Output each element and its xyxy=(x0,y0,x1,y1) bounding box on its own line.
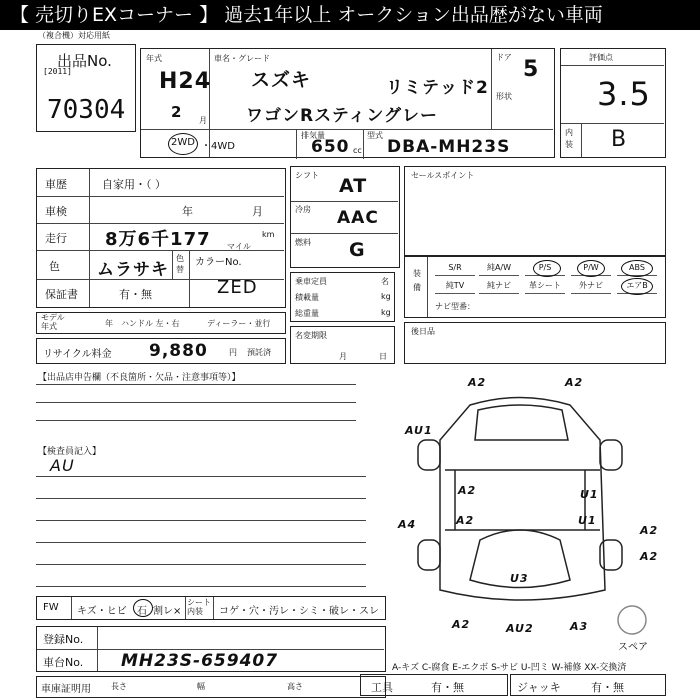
inspection-year: 年 xyxy=(182,205,193,218)
sales-label: セールスポイント xyxy=(411,171,475,180)
displacement-value: 650 xyxy=(311,137,350,157)
damage-mark-u1-door-right: U1 xyxy=(580,488,599,501)
displacement-label: 排気量 xyxy=(301,131,325,140)
page-banner: 【 売切りEXコーナー 】 過去1年以上 オークション出品歴がない車両 xyxy=(0,0,700,30)
navi-model-label: ナビ型番： xyxy=(435,302,475,311)
history-value: 自家用・（ ） xyxy=(102,178,166,191)
cert-length: 長さ xyxy=(111,682,127,691)
fw-text3: コゲ・穴・汚レ・シミ・破レ・スレ xyxy=(219,606,379,617)
recycle-value: 9,880 xyxy=(149,341,208,361)
name-change-day: 日 xyxy=(379,352,387,361)
recycle-unit: 円 xyxy=(229,348,237,357)
name-label: 車名・グレード xyxy=(214,54,270,63)
damage-mark-au2: AU2 xyxy=(506,622,534,635)
color-value: ムラサキ xyxy=(97,260,169,280)
mileage-label: 走行 xyxy=(45,232,67,245)
fw-row xyxy=(36,596,386,620)
registration-label: 登録No. xyxy=(43,633,84,646)
score-label: 評価点 xyxy=(589,53,613,62)
fuel-label: 燃料 xyxy=(295,238,311,247)
dealer-value: ディーラー・並行 xyxy=(207,319,271,328)
fuel-value: G xyxy=(349,239,366,261)
gross-label: 総重量 xyxy=(295,309,319,318)
cert-width: 幅 xyxy=(197,682,205,691)
equip-leather: 革シート xyxy=(525,279,565,294)
shift-label: シフト xyxy=(295,171,319,180)
name-change-label: 名変期限 xyxy=(295,331,327,340)
load-label: 積載量 xyxy=(295,293,319,302)
inspector-label: 【検査員記入】 xyxy=(38,447,102,457)
cert-height: 高さ xyxy=(287,682,303,691)
doors-label: ドア xyxy=(496,53,512,62)
seats-label: 乗車定員 xyxy=(295,277,327,286)
tools-box xyxy=(360,674,508,696)
fw-text1: キズ・ヒビ xyxy=(77,606,127,617)
model-year-label: モデル年式 xyxy=(41,313,65,331)
shape-label: 形状 xyxy=(496,92,512,101)
equip-ps: P/S xyxy=(525,261,565,276)
damage-mark-a2-front-left: A2 xyxy=(468,376,487,389)
garage-cert-row xyxy=(36,676,386,698)
mileage-unit: マイル xyxy=(227,242,251,251)
drive-2wd: 2WD xyxy=(171,137,195,148)
equip-tv: 純TV xyxy=(435,279,475,294)
report-label: 【出品店申告欄（不良箇所・欠品・注意事項等）】 xyxy=(38,373,241,383)
type-label: 型式 xyxy=(367,131,383,140)
maker-name: スズキ xyxy=(251,69,312,91)
mileage-value: 8万6千177 xyxy=(105,229,211,250)
model-year: H24 xyxy=(159,69,212,94)
remarks-label: 後日品 xyxy=(411,327,435,336)
color-change: 色替 xyxy=(176,254,184,274)
equipment-label: 装備 xyxy=(413,269,421,292)
damage-mark-a2-right: A2 xyxy=(640,524,659,537)
damage-mark-a2-front-right: A2 xyxy=(565,376,584,389)
year-stamp: [2011] xyxy=(43,67,72,76)
seats-unit: 名 xyxy=(381,277,389,286)
spare-label: スペア xyxy=(618,642,648,653)
ac-label: 冷房 xyxy=(295,205,311,214)
chassis-number: MH23S-659407 xyxy=(121,651,279,671)
jack-box xyxy=(510,674,666,696)
copy-note: （複合機）対応用紙 xyxy=(38,31,110,40)
color-label: 色 xyxy=(49,260,60,273)
damage-mark-a4: A4 xyxy=(398,518,417,531)
lot-label: 出品No. xyxy=(57,52,112,70)
damage-mark-u3: U3 xyxy=(510,572,529,585)
interior-grade: B xyxy=(611,127,628,152)
equip-navi: 純ナビ xyxy=(479,279,519,294)
inspection-month: 月 xyxy=(252,205,263,218)
equip-ext-navi: 外ナビ xyxy=(571,279,611,294)
month-unit: 月 xyxy=(199,116,207,125)
fw-interior-label: シート内装 xyxy=(187,598,211,616)
drive-4wd: ・4WD xyxy=(201,141,235,152)
lot-number: 70304 xyxy=(47,95,126,125)
recycle-label: リサイクル料金 xyxy=(43,349,112,360)
history-label: 車歴 xyxy=(45,178,67,191)
load-unit: kg xyxy=(381,292,391,301)
warranty-value: 有・無 xyxy=(119,288,152,301)
jack-value: 有・無 xyxy=(591,681,624,694)
damage-mark-au1: AU1 xyxy=(405,424,433,437)
mileage-note: km xyxy=(262,230,275,239)
damage-mark-a3: A3 xyxy=(570,620,589,633)
damage-mark-a2-rear-right: A2 xyxy=(640,550,659,563)
year-label: 年式 xyxy=(146,54,162,63)
color-code: ZED xyxy=(217,277,258,298)
model-month: 2 xyxy=(171,103,183,121)
model-name: ワゴンRスティングレー xyxy=(246,106,439,126)
inspection-label: 車検 xyxy=(45,205,67,218)
fw-label: FW xyxy=(43,602,59,613)
ac-value: AAC xyxy=(337,208,379,228)
damage-mark-a2-door-left: A2 xyxy=(458,484,477,497)
handle-value: ハンドル 左・右 xyxy=(121,319,180,328)
registration-box xyxy=(36,626,386,672)
chassis-label: 車台No. xyxy=(43,656,84,669)
damage-mark-u1-rear-right: U1 xyxy=(578,514,597,527)
damage-legend: A-キズ C-腐食 E-エクボ S-サビ U-凹ミ W-補修 XX-交換済 xyxy=(392,663,627,673)
interior-label: 内装 xyxy=(565,128,573,149)
damage-mark-a2-rear-door-left: A2 xyxy=(456,514,475,527)
inspector-note: AU xyxy=(50,456,75,475)
fw-circled: 石 xyxy=(137,606,147,617)
equip-aw: 純A/W xyxy=(479,261,519,276)
equip-sr: S/R xyxy=(435,261,475,276)
model-year-unit: 年 xyxy=(105,319,113,328)
doors-value: 5 xyxy=(523,57,540,82)
jack-label: ジャッキ xyxy=(517,681,561,694)
gross-unit: kg xyxy=(381,308,391,317)
equip-abs: ABS xyxy=(617,261,657,276)
recycle-note: 預託済 xyxy=(247,348,271,357)
shift-value: AT xyxy=(339,175,368,197)
fw-text2: 割レ× xyxy=(153,606,182,617)
color-code-label: カラーNo. xyxy=(195,257,242,268)
grade-name: リミテッド2 xyxy=(386,78,489,98)
warranty-label: 保証書 xyxy=(45,288,78,301)
tools-value: 有・無 xyxy=(431,681,464,694)
fw-circle xyxy=(133,599,153,617)
model-code: DBA-MH23S xyxy=(387,137,511,157)
tools-label: 工具 xyxy=(371,681,393,694)
name-change-month: 月 xyxy=(339,352,347,361)
cc-unit: cc xyxy=(353,146,362,155)
equip-pw: P/W xyxy=(571,261,611,276)
garage-cert-label: 車庫証明用 xyxy=(41,684,91,695)
equip-airbag: エアB xyxy=(617,279,657,294)
damage-mark-a2-rear-left: A2 xyxy=(452,618,471,631)
score-value: 3.5 xyxy=(597,75,651,113)
